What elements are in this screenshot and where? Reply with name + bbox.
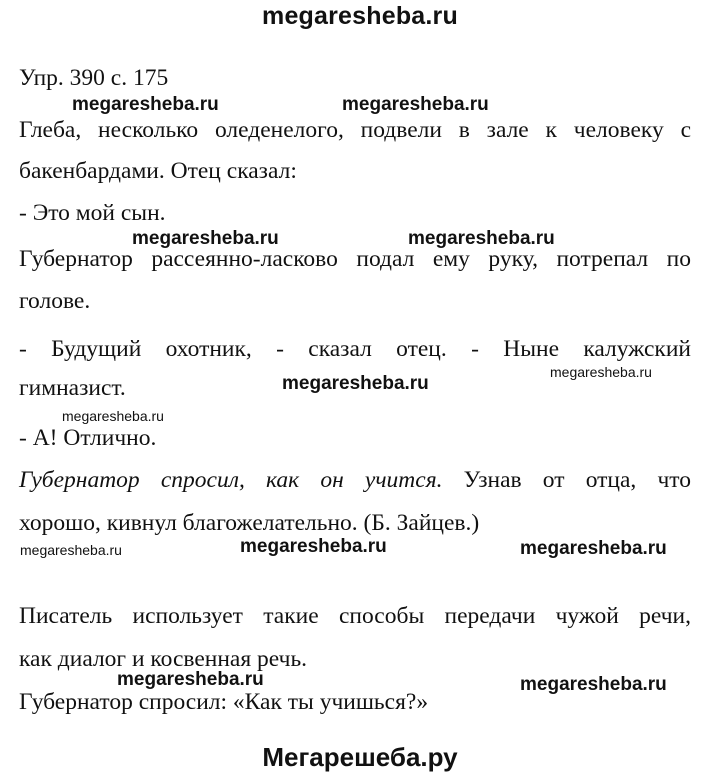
sentence-rest: Узнав от отца, что (442, 467, 691, 493)
text-line: Губернатор рассеянно-ласково подал ему руку, потрепал по (19, 246, 691, 272)
watermark: megaresheba.ru (62, 408, 164, 424)
watermark: megaresheba.ru (240, 536, 387, 557)
watermark: megaresheba.ru (72, 94, 219, 115)
text-line: хорошо, кивнул благожелательно. (Б. Зайцев.) (19, 510, 480, 536)
watermark: megaresheba.ru (20, 542, 122, 558)
text-line (19, 466, 691, 494)
text-line: Губернатор спросил: «Как ты учишься?» (19, 689, 429, 715)
italic-sentence: Губернатор спросил, как он учится. (19, 467, 443, 493)
text-line: - Это мой сын. (19, 200, 166, 226)
exercise-label: Упр. 390 с. 175 (19, 65, 169, 91)
text-line: бакенбардами. Отец сказал: (19, 158, 297, 184)
watermark: megaresheba.ru (132, 228, 279, 249)
site-header[interactable]: megaresheba.ru (262, 2, 458, 30)
watermark: megaresheba.ru (408, 228, 555, 249)
text-line: Писатель использует такие способы передачи чужой речи, (19, 603, 691, 629)
text-line: Глеба, несколько оледенелого, подвели в зале к человеку с (19, 117, 691, 143)
watermark: megaresheba.ru (550, 364, 652, 380)
watermark: megaresheba.ru (520, 674, 667, 695)
text-line: голове. (19, 288, 91, 314)
watermark: megaresheba.ru (342, 94, 489, 115)
text-line: - Будущий охотник, - сказал отец. - Ныне калужский (19, 336, 691, 362)
text-line: - А! Отлично. (19, 425, 157, 451)
site-footer[interactable]: Мегарешеба.ру (262, 742, 458, 772)
text-line: как диалог и косвенная речь. (19, 646, 308, 672)
watermark: megaresheba.ru (282, 373, 429, 394)
watermark: megaresheba.ru (520, 538, 667, 559)
text-line: гимназист. (19, 375, 126, 401)
watermark: megaresheba.ru (117, 669, 264, 690)
